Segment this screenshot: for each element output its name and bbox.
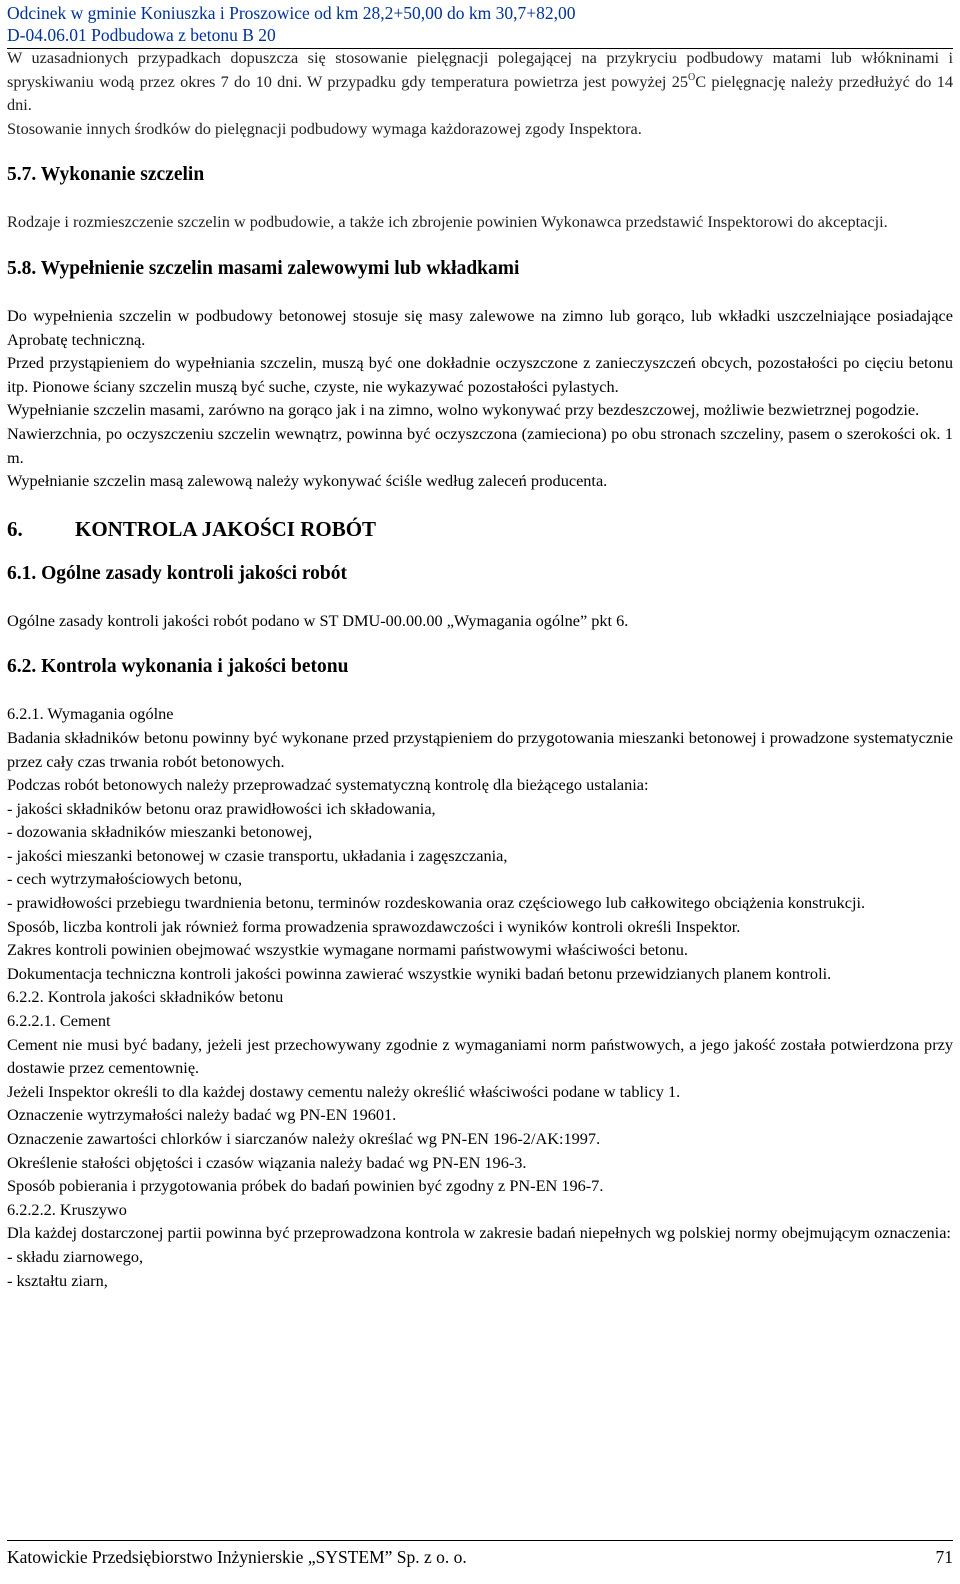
degree-superscript: O <box>688 71 696 83</box>
s62-list-item: - dozowania składników mieszanki betonowej, <box>7 822 313 842</box>
page-footer <box>7 1540 953 1569</box>
s62-line: 6.2.1. Wymagania ogólne <box>7 704 174 724</box>
page-header <box>7 2 953 49</box>
s62-list-item: - jakości składników betonu oraz prawidłowości ich składowania, <box>7 798 436 818</box>
s62-subheading: 6.2.2.1. Cement <box>7 1011 111 1031</box>
intro-paragraph-1 <box>7 46 953 117</box>
header-line-1: Odcinek w gminie Koniuszka i Proszowice od km 28,2+50,00 do km 30,7+82,00 <box>7 3 576 23</box>
s62-subheading: 6.2.2. Kontrola jakości składników betonu <box>7 987 284 1007</box>
section-5-7-heading: 5.7. Wykonanie szczelin <box>7 164 205 186</box>
s62-line: Jeżeli Inspektor określi to dla każdej dostawy cementu należy określić właściwości podane w tablicy 1. <box>7 1081 681 1101</box>
section-6-title: KONTROLA JAKOŚCI ROBÓT <box>75 516 377 541</box>
s62-list-item: - jakości mieszanki betonowej w czasie transportu, układania i zagęszczania, <box>7 845 508 865</box>
section-5-8-paragraph-1: Do wypełnienia szczelin w podbudowy betonowej stosuje się masy zalewowe na zimno lub gorąco, lub wkładki uszczelniające posiadające Aprobatę techniczną. <box>7 305 953 349</box>
section-6-heading <box>7 515 953 543</box>
section-5-8-paragraph-3: Wypełnianie szczelin masami, zarówno na gorąco jak i na zimno, wolno wykonywać przy bezdeszczowej, możliwie bezwietrznej pogodzie. <box>7 400 920 420</box>
s62-line: Oznaczenie wytrzymałości należy badać wg PN-EN 19601. <box>7 1105 397 1125</box>
intro-paragraph-2: Stosowanie innych środków do pielęgnacji podbudowy wymaga każdorazowej zgody Inspektora. <box>7 118 642 138</box>
s62-line: Cement nie musi być badany, jeżeli jest przechowywany zgodnie z wymaganiami norm państwowych, a jego jakość została potwierdzona przy dostawie przez cementownię. <box>7 1034 953 1078</box>
intro-p1-end: C pielęgnację należy przedłużyć do 14 dni. <box>7 71 953 115</box>
section-6-1-paragraph: Ogólne zasady kontroli jakości robót podano w ST DMU-00.00.00 „Wymagania ogólne” pkt 6. <box>7 610 629 630</box>
section-5-8-paragraph-4: Nawierzchnia, po oczyszczeniu szczelin wewnątrz, powinna być oczyszczona (zamieciona) po obu stronach szczeliny, pasem o szerokości ok. 1 m. <box>7 423 953 467</box>
header-line-2: D-04.06.01 Podbudowa z betonu B 20 <box>7 25 276 45</box>
s62-list-item: - składu ziarnowego, <box>7 1246 144 1266</box>
s62-line: Podczas robót betonowych należy przeprowadzać systematyczną kontrolę dla bieżącego ustalania: <box>7 775 649 795</box>
page-number: 71 <box>935 1547 953 1567</box>
s62-list-item: - cech wytrzymałościowych betonu, <box>7 869 243 889</box>
s62-list-item: - prawidłowości przebiegu twardnienia betonu, terminów rozdeskowania oraz częściowego lub całkowitego obciążenia konstrukcji. <box>7 893 866 913</box>
section-6-2-heading: 6.2. Kontrola wykonania i jakości betonu <box>7 656 349 678</box>
s62-line: Zakres kontroli powinien obejmować wszystkie wymagane normami państwowymi właściwości betonu. <box>7 940 688 960</box>
section-6-number: 6. <box>7 516 23 541</box>
section-5-8-paragraph-2: Przed przystąpieniem do wypełniania szczelin, muszą być one dokładnie oczyszczone z zanieczyszczeń obcych, pozostałości po cięciu betonu itp. Pionowe ściany szczelin muszą być suche, czyste, nie wykazywać pozostałości pylastych. <box>7 353 953 396</box>
s62-line: Sposób pobierania i przygotowania próbek do badań powinien być zgodny z PN-EN 196-7. <box>7 1176 604 1196</box>
s62-list-item: - kształtu ziarn, <box>7 1270 108 1290</box>
section-5-7-paragraph: Rodzaje i rozmieszczenie szczelin w podbudowie, a także ich zbrojenie powinien Wykonawca przedstawić Inspektorowi do akceptacji. <box>7 212 888 232</box>
s62-line: Dokumentacja techniczna kontroli jakości powinna zawierać wszystkie wyniki badań betonu przewidzianych planem kontroli. <box>7 963 832 983</box>
s62-line: Dla każdej dostarczonej partii powinna być przeprowadzona kontrola w zakresie badań niepełnych wg polskiej normy obejmującym oznaczenia: <box>7 1223 951 1243</box>
section-5-8-heading: 5.8. Wypełnienie szczelin masami zalewowymi lub wkładkami <box>7 257 520 279</box>
section-6-1-heading: 6.1. Ogólne zasady kontroli jakości robót <box>7 562 348 584</box>
s62-line: Sposób, liczba kontroli jak również forma prowadzenia sprawozdawczości i wyników kontroli określi Inspektor. <box>7 916 741 936</box>
s62-line: Określenie stałości objętości i czasów wiązania należy badać wg PN-EN 196-3. <box>7 1152 527 1172</box>
document-body <box>7 46 953 1292</box>
footer-company: Katowickie Przedsiębiorstwo Inżynierskie „SYSTEM” Sp. z o. o. <box>7 1547 467 1567</box>
s62-subheading: 6.2.2.2. Kruszywo <box>7 1199 127 1219</box>
section-5-8-paragraph-5: Wypełnianie szczelin masą zalewową należy wykonywać ściśle według zaleceń producenta. <box>7 471 608 491</box>
s62-line: Badania składników betonu powinny być wykonane przed przystąpieniem do przygotowania mieszanki betonowej i prowadzone systematycznie przez cały czas trwania robót betonowych. <box>7 727 953 771</box>
s62-line: Oznaczenie zawartości chlorków i siarczanów należy określać wg PN-EN 196-2/AK:1997. <box>7 1129 601 1148</box>
intro-p1-text: W uzasadnionych przypadkach dopuszcza się stosowanie pielęgnacji polegającej na przykryciu podbudowy matami lub włókninami i spryskiwaniu wodą przez okres 7 do 10 dni. W przypadku gdy temperatura powietrza jest powyżej 25 <box>7 48 953 91</box>
